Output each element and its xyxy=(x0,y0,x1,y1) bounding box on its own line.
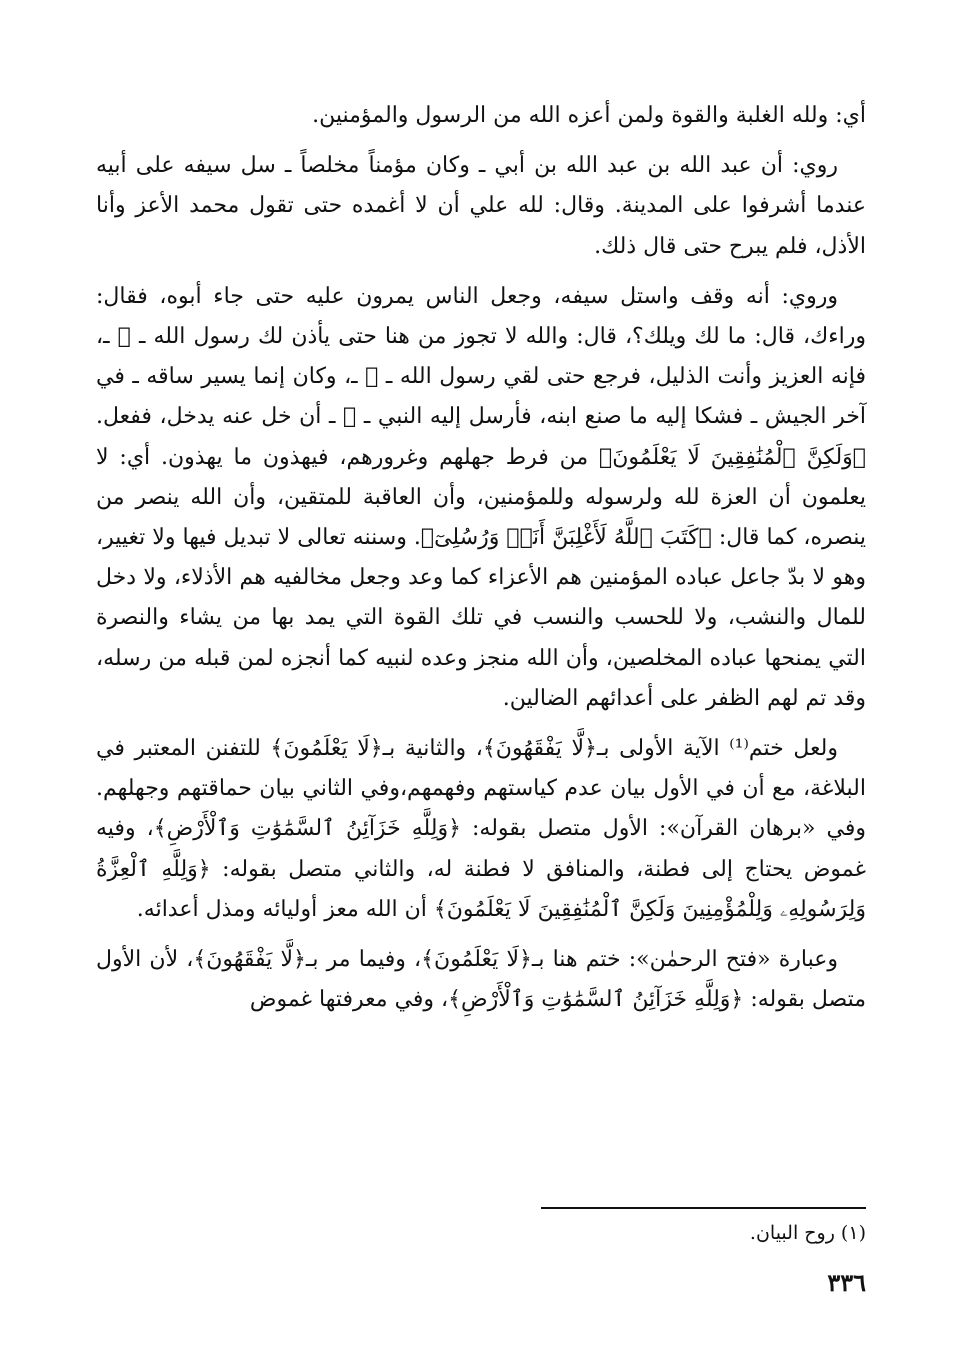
footnote: (١) روح البيان. xyxy=(749,1222,866,1244)
paragraph-5: وعبارة «فتح الرحمٰن»: ختم هنا بـ﴿لَا يَعْلَمُونَ﴾، وفيما مر بـ﴿لَّا يَفْقَهُونَ﴾، لأن الأول متصل بقوله: ﴿وَلِلَّهِ خَزَآئِنُ ٱلسَّمَٰوَٰتِ وَٱلْأَرْضِ﴾، وفي معرفتها غموض xyxy=(96,947,866,1013)
paragraph-3: وروي: أنه وقف واستل سيفه، وجعل الناس يمرون عليه حتى جاء أبوه، فقال: وراءك، قال: ما لك ويلك؟، قال: والله لا تجوز من هنا حتى يأذن لك رسول الله ـ ﷺ ـ، فإنه العزيز وأنت الذليل، فرجع حتى لقي رسول الله ـ ﷺ ـ، وكان إنما يسير ساقه ـ في آخر الجيش ـ فشكا إليه ما صنع ابنه، فأرسل إليه النبي ـ ﷺ ـ أن خل عنه يدخل، ففعل. ﴿وَلَكِنَّ ٱلْمُنَٰفِقِينَ لَا يَعْلَمُونَ﴾ من فرط جهلهم وغرورهم، فيهذون ما يهذون. أي: لا يعلمون أن العزة لله ولرسوله وللمؤمنين، وأن العاقبة للمتقين، وأن الله ينصر من ينصره، كما قال: ﴿كَتَبَ ٱللَّهُ لَأَغْلِبَنَّ أَنَا۠ وَرُسُلِىٓ﴾. وسننه تعالى لا تبديل فيها ولا تغيير، وهو لا بدّ جاعل عباده المؤمنين هم الأعزاء كما وعد وجعل مخالفيه هم الأذلاء، ولا دخل للمال والنشب، ولا للحسب والنسب في تلك القوة التي يمد بها من يشاء والنصرة التي يمنحها عباده المخلصين، وأن الله منجز وعده لنبيه كما أنجزه لمن قبله من رسله، وقد تم لهم الظفر على أعدائهم الضالين. xyxy=(96,283,866,711)
paragraph-1: أي: ولله الغلبة والقوة ولمن أعزه الله من الرسول والمؤمنين. xyxy=(312,103,866,128)
paragraph-4: ولعل ختم⁽¹⁾ الآية الأولى بـ﴿لَّا يَفْقَهُونَ﴾، والثانية بـ﴿لَا يَعْلَمُونَ﴾ للتفنن المعتبر في البلاغة، مع أن في الأول بيان عدم كياستهم وفهمهم،وفي الثاني بيان حماقتهم وجهلهم. وفي «برهان القرآن»: الأول متصل بقوله: ﴿وَلِلَّهِ خَزَآئِنُ ٱلسَّمَٰوَٰتِ وَٱلْأَرْضِ﴾، وفيه غموض يحتاج إلى فطنة، والمنافق لا فطنة له، والثاني متصل بقوله: ﴿وَلِلَّهِ ٱلْعِزَّةُ وَلِرَسُولِهِۦ وَلِلْمُؤْمِنِينَ وَلَكِنَّ ٱلْمُنَٰفِقِينَ لَا يَعْلَمُونَ﴾ أن الله معز أوليائه ومذل أعدائه. xyxy=(96,736,866,922)
paragraph-2: روي: أن عبد الله بن عبد الله بن أبي ـ وكان مؤمناً مخلصاً ـ سل سيفه على أبيه عندما أشرفوا على المدينة. وقال: لله علي أن لا أغمده حتى تقول محمد الأعز وأنا الأذل، فلم يبرح حتى قال ذلك. xyxy=(96,153,866,259)
footnote-divider xyxy=(541,1207,866,1209)
page-number: ٣٣٦ xyxy=(827,1268,866,1297)
document-page xyxy=(96,96,866,1316)
